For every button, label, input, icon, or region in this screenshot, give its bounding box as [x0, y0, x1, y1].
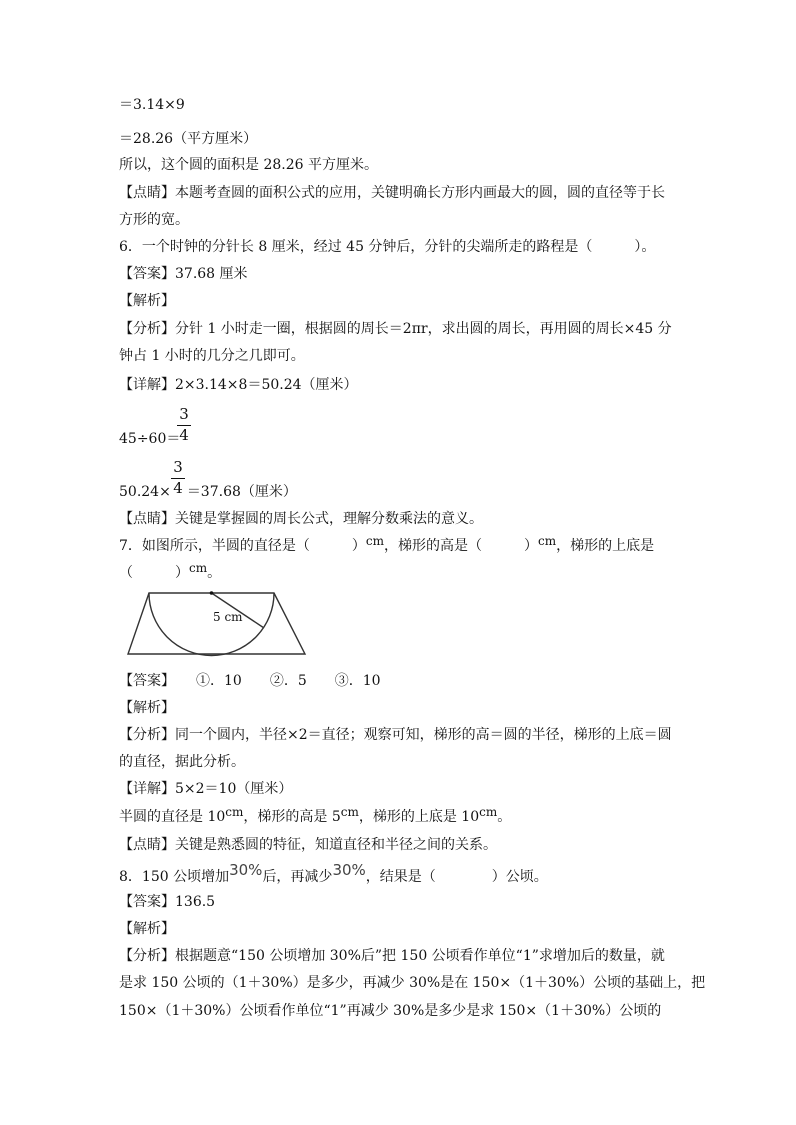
result-text: 半圆的直径是 10 [119, 809, 226, 825]
semicircle-trapezoid-figure [124, 588, 314, 660]
key-point-6: 【点睛】关键是掌握圆的周长公式，理解分数乘法的意义。 [119, 511, 483, 527]
analysis-heading-8: 【解析】 [119, 921, 175, 937]
fraction-bar [171, 478, 185, 479]
key-point-line: 【点睛】本题考查圆的面积公式的应用，关键明确长方形内画最大的圆，圆的直径等于长 [119, 185, 665, 201]
detail-7: 【详解】5×2＝10（厘米） [119, 781, 293, 797]
fraction-3-4 [177, 406, 191, 443]
percent-value: 30% [229, 861, 263, 879]
answer-6: 【答案】37.68 厘米 [119, 266, 248, 282]
analysis-7-line2: 的直径，据此分析。 [119, 754, 245, 770]
fraction-numerator: 3 [173, 458, 183, 476]
key-point-line-cont: 方形的宽。 [119, 212, 189, 228]
unit-cm: cm [538, 534, 557, 548]
equation-text: 45÷60＝ [119, 431, 181, 447]
analysis-6-line1: 【分析】分针 1 小时走一圈，根据圆的周长＝2πr，求出圆的周长，再用圆的周长×45 分 [119, 321, 672, 337]
detail-6: 【详解】2×3.14×8＝50.24（厘米） [119, 377, 358, 393]
question-8 [119, 861, 548, 886]
question-text: ，结果是（ ）公顷。 [365, 869, 548, 885]
conclusion-line: 所以，这个圆的面积是 28.26 平方厘米。 [119, 157, 378, 173]
analysis-7-line1: 【分析】同一个圆内，半径×2＝直径；观察可知，梯形的高＝圆的半径，梯形的上底＝圆 [119, 727, 672, 743]
result-text: ，梯形的高是 5 [243, 809, 341, 825]
analysis-heading-7: 【解析】 [119, 700, 175, 716]
equation-result: ＝37.68（厘米） [186, 484, 297, 500]
unit-cm: cm [479, 805, 498, 819]
result-text: 。 [497, 809, 512, 825]
result-text: ，梯形的上底是 10 [358, 809, 480, 825]
answer-8: 【答案】136.5 [119, 894, 216, 910]
question-text: ，梯形的高是（ ） [384, 538, 539, 554]
analysis-heading-6: 【解析】 [119, 293, 175, 309]
fraction-3-4 [171, 459, 185, 496]
answer-7: 【答案】 ①．10 ②．5 ③．10 [119, 673, 381, 689]
equation-text: 50.24× [119, 484, 171, 500]
question-text: 8．150 公顷增加 [119, 869, 230, 885]
figure-radius-label: 5 cm [213, 610, 243, 624]
fraction-equation-1 [119, 430, 180, 448]
unit-cm: cm [340, 805, 359, 819]
percent-value: 30% [332, 861, 366, 879]
question-6: 6．一个时钟的分针长 8 厘米，经过 45 分钟后，分针的尖端所走的路程是（ ）。 [119, 239, 656, 255]
key-point-7: 【点睛】关键是熟悉圆的特征，知道直径和半径之间的关系。 [119, 837, 497, 853]
question-text: 后，再减少 [262, 869, 333, 885]
fraction-bar [177, 425, 191, 426]
question-7-line2 [119, 561, 222, 582]
calc-line: ＝3.14×9 [119, 97, 185, 113]
analysis-8-line2: 是求 150 公顷的（1＋30%）是多少，再减少 30%是在 150×（1＋30%）公顷的基础上，把 [119, 975, 706, 991]
fraction-equation-2 [119, 483, 297, 501]
question-text: ，梯形的上底是 [556, 538, 655, 554]
question-text: 7．如图所示，半圆的直径是（ ） [119, 538, 366, 554]
unit-cm: cm [189, 561, 208, 575]
fraction-denominator: 4 [179, 426, 189, 444]
question-7-line1 [119, 534, 655, 555]
question-text: （ ） [119, 565, 189, 581]
question-text: 。 [207, 565, 222, 581]
unit-cm: cm [365, 534, 385, 548]
calc-result-line: ＝28.26（平方厘米） [119, 131, 258, 147]
fraction-denominator: 4 [173, 479, 183, 497]
analysis-8-line3: 150×（1＋30%）公顷看作单位“1”再减少 30%是多少是求 150×（1＋30%）公顷的 [119, 1003, 662, 1019]
result-7 [119, 805, 512, 826]
fraction-numerator: 3 [179, 405, 189, 423]
analysis-6-line2: 钟占 1 小时的几分之几即可。 [119, 348, 305, 364]
unit-cm: cm [225, 805, 244, 819]
analysis-8-line1: 【分析】根据题意“150 公顷增加 30%后”把 150 公顷看作单位“1”求增加后的数量，就 [119, 948, 665, 964]
